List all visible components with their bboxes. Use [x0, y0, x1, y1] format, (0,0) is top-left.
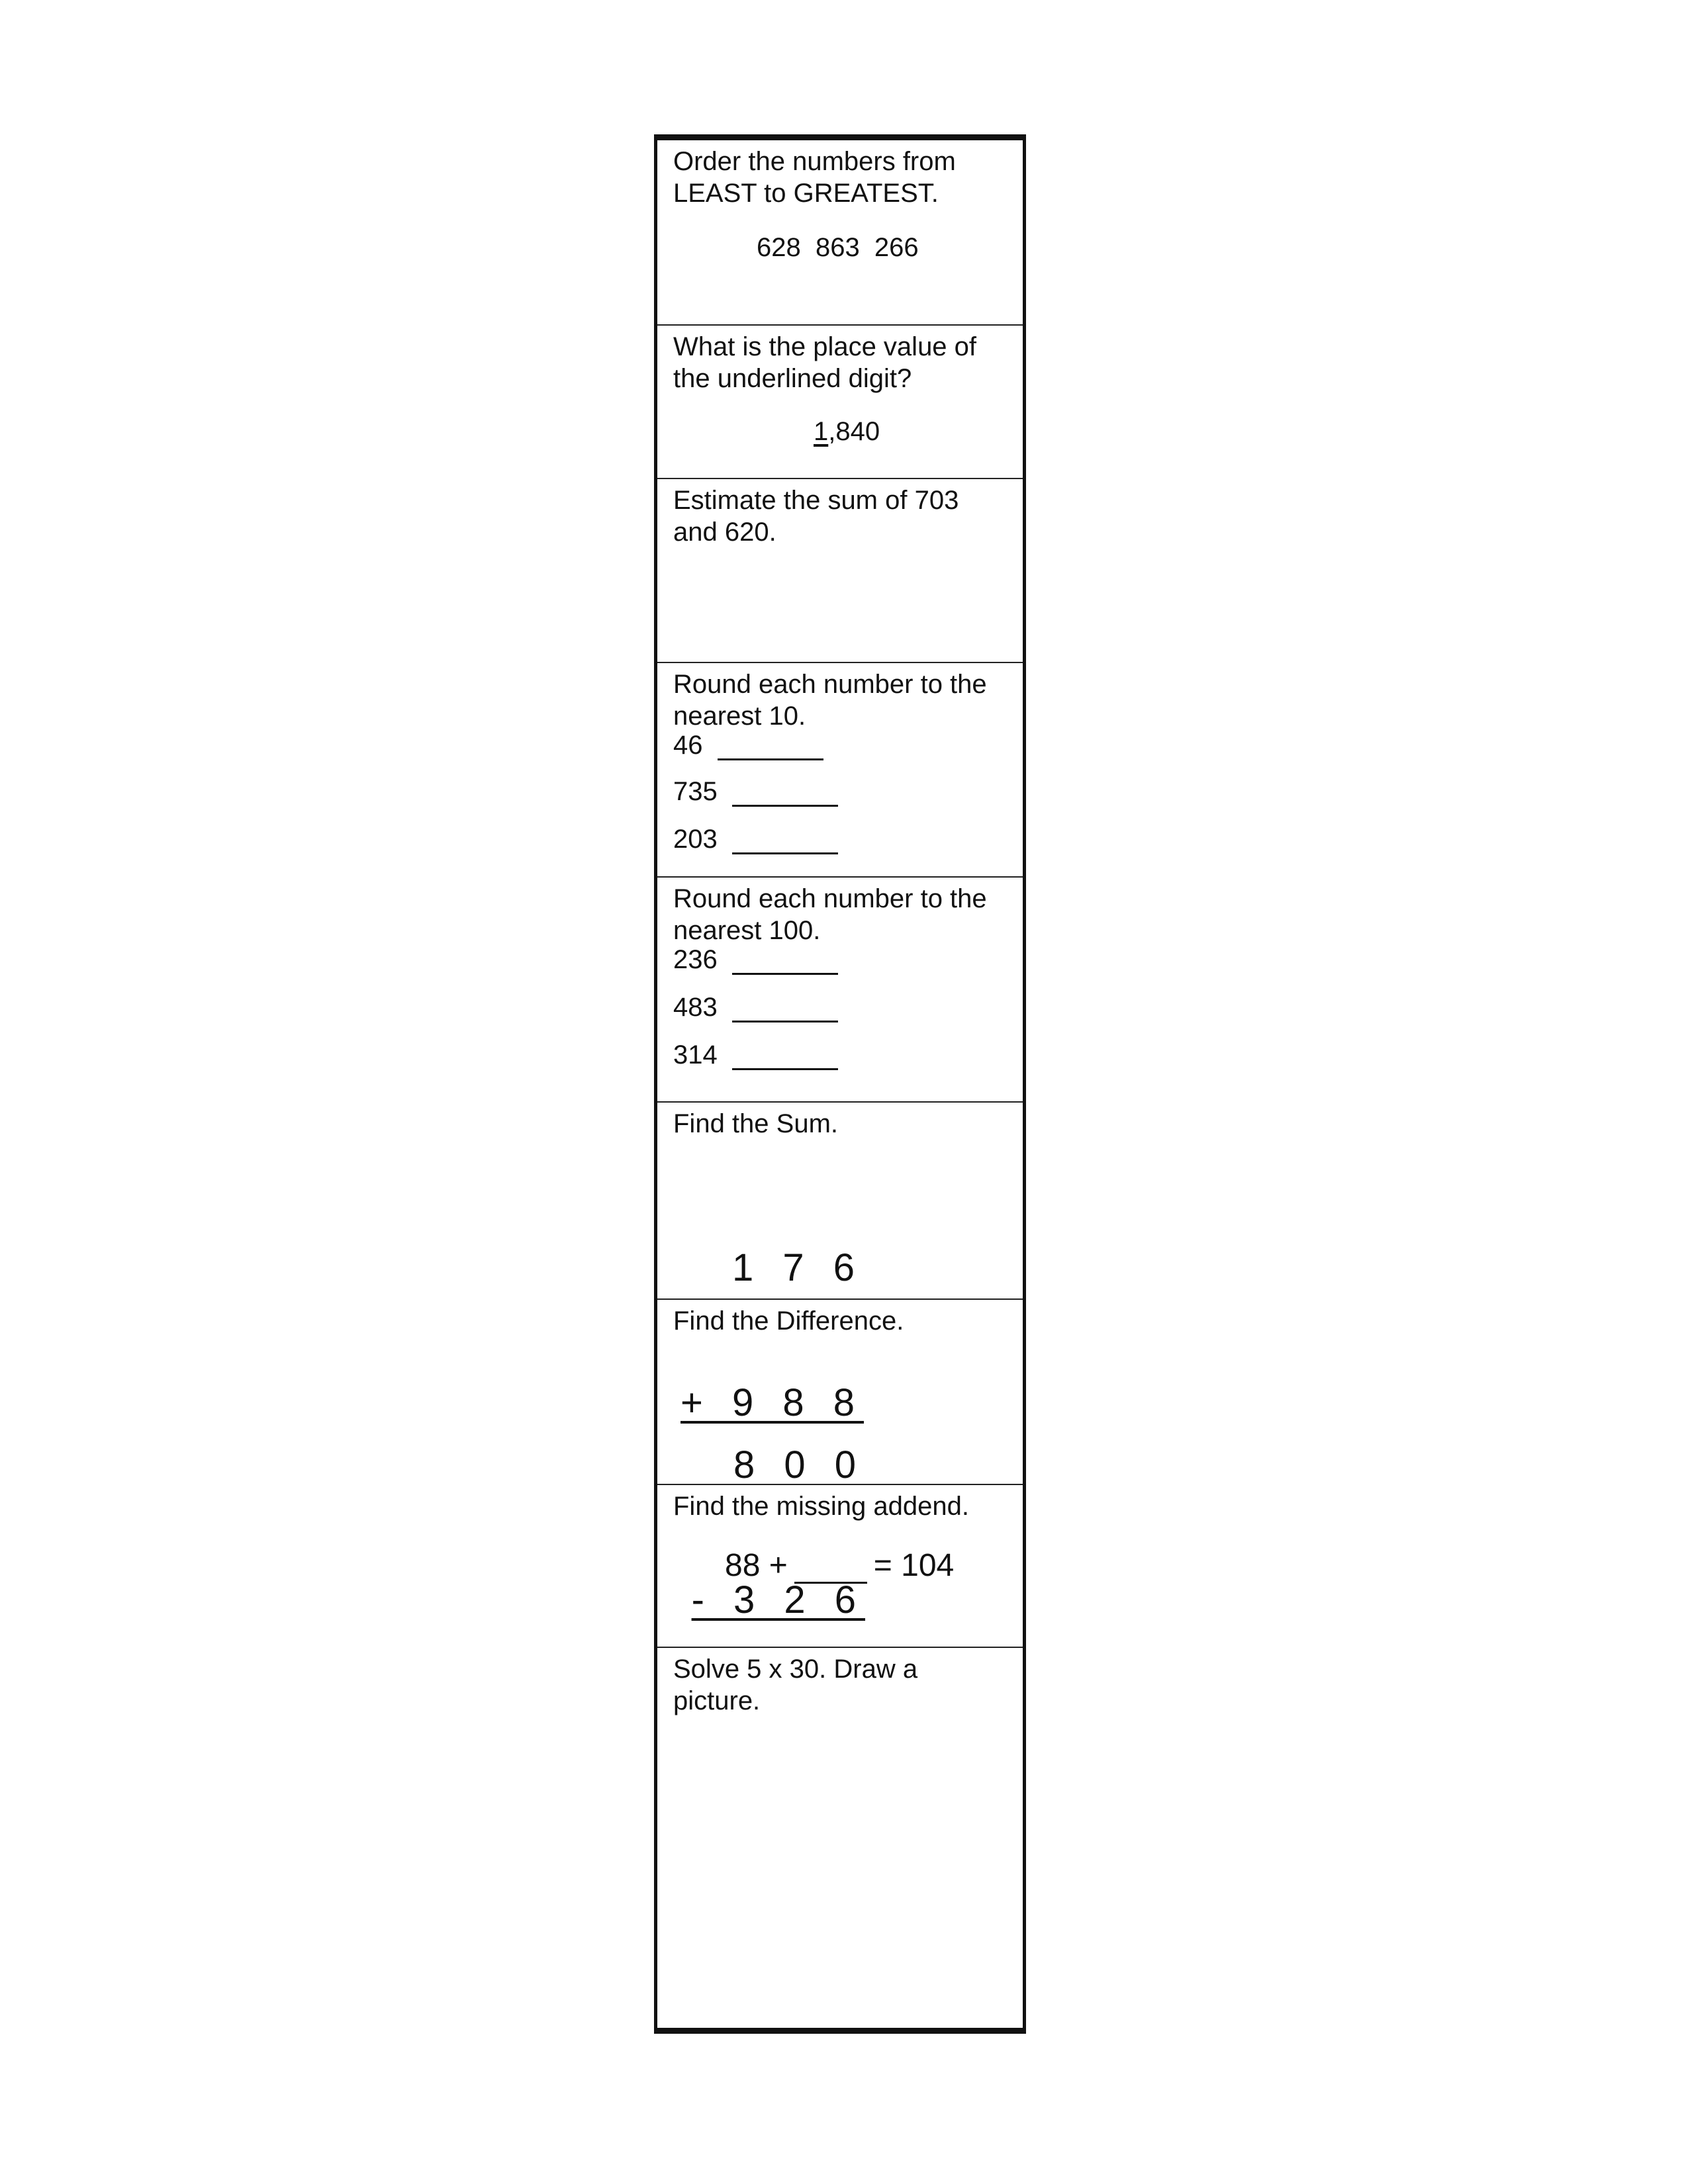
missing-addend-equation: 88 + = 104: [725, 1548, 955, 1583]
remaining-digits: ,840: [828, 417, 880, 446]
answer-blank[interactable]: [732, 949, 838, 975]
question-solve-multiplication: [657, 1648, 1023, 2028]
question-estimate-sum: [657, 479, 1023, 663]
question-order-numbers: [657, 140, 1023, 326]
answer-blank[interactable]: [732, 829, 838, 854]
minuend: 8 0 0: [733, 1443, 865, 1486]
subtrahend: - 3 2 6: [691, 1578, 865, 1621]
addend-bottom: + 9 8 8: [680, 1381, 864, 1424]
numbers-to-order: 628 863 266: [757, 233, 919, 262]
round-item: 314: [673, 1040, 838, 1070]
question-place-value: [657, 326, 1023, 479]
question-round-hundreds: [657, 878, 1023, 1103]
question-prompt: Find the missing addend.: [673, 1492, 969, 1521]
question-prompt: Order the numbers from LEAST to GREATEST.: [673, 147, 956, 208]
answer-blank[interactable]: [718, 735, 823, 760]
question-round-tens: [657, 663, 1023, 878]
round-item: 46: [673, 731, 823, 760]
round-item: 483: [673, 993, 838, 1023]
underlined-digit: 1: [814, 417, 829, 446]
question-prompt: Find the Difference.: [673, 1306, 904, 1336]
answer-blank[interactable]: [732, 997, 838, 1023]
round-item: 735: [673, 777, 838, 807]
question-prompt: Round each number to the nearest 10.: [673, 670, 987, 731]
question-prompt: Solve 5 x 30. Draw a picture.: [673, 1655, 918, 1715]
question-missing-addend: [657, 1485, 1023, 1648]
addend-top: 1 7 6: [732, 1246, 864, 1289]
round-item: 236: [673, 945, 838, 975]
answer-blank[interactable]: [732, 781, 838, 807]
question-prompt: Find the Sum.: [673, 1109, 839, 1138]
question-prompt: Estimate the sum of 703 and 620.: [673, 486, 959, 547]
answer-blank[interactable]: [794, 1555, 867, 1584]
question-prompt: Round each number to the nearest 100.: [673, 884, 987, 945]
place-value-number: [814, 417, 880, 447]
round-item: 203: [673, 825, 838, 854]
answer-blank[interactable]: [732, 1044, 838, 1070]
question-prompt: What is the place value of the underlined digit?: [673, 332, 977, 393]
worksheet-column: [654, 134, 1026, 2034]
